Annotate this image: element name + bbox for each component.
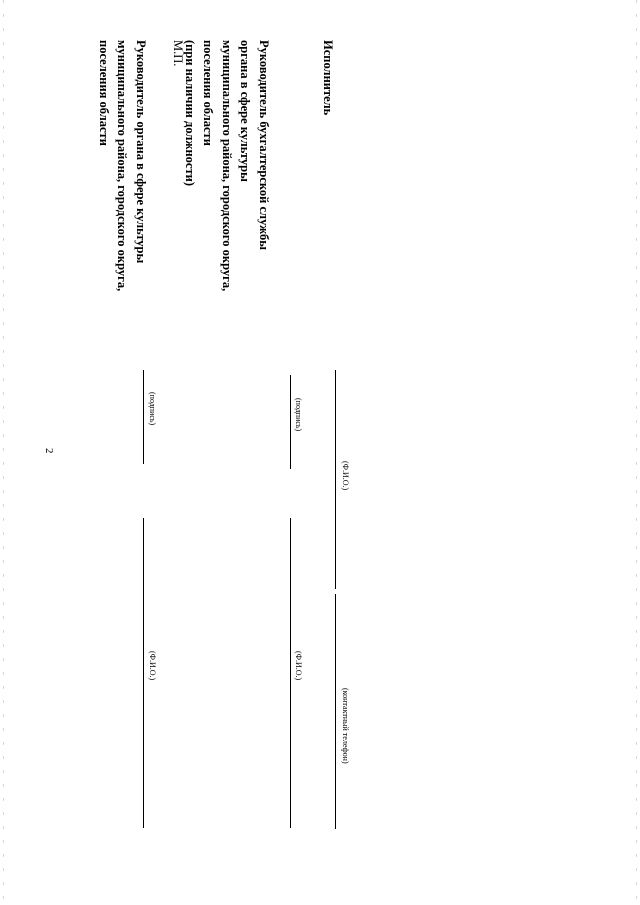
executor-name-caption: (Ф.И.О.) (341, 461, 350, 491)
title-line: поселения области (97, 40, 111, 146)
name-caption: (Ф.И.О.) (148, 651, 157, 681)
executor-phone-line (335, 594, 336, 829)
signature-caption: (подпись) (148, 392, 157, 426)
name-line (143, 518, 144, 828)
title-line: поселения области (201, 40, 216, 146)
signature-line (143, 370, 144, 464)
title-line: Руководитель органа в сфере культуры (134, 40, 148, 264)
head-accounting-title (181, 40, 274, 470)
executor-label: Исполнитель (321, 40, 335, 116)
title-line: муниципального района, городского округа, (220, 40, 234, 292)
title-line: Руководитель бухгалтерской службы (257, 40, 271, 251)
executor-name-line (335, 370, 336, 589)
name-caption: (Ф.И.О.) (294, 651, 303, 681)
signature-caption: (подпись) (294, 398, 303, 432)
title-line: органа в сфере культуры (238, 40, 253, 182)
name-line (290, 518, 291, 828)
head-culture-title (95, 40, 151, 470)
executor-phone-caption: (контактный телефон) (341, 688, 350, 764)
stamp-label: М.П. (171, 40, 185, 67)
signature-line (290, 375, 291, 469)
title-line: муниципального района, городского округа, (115, 40, 130, 292)
page-number: 2 (43, 448, 55, 454)
title-line: (при наличии должности) (183, 40, 197, 186)
